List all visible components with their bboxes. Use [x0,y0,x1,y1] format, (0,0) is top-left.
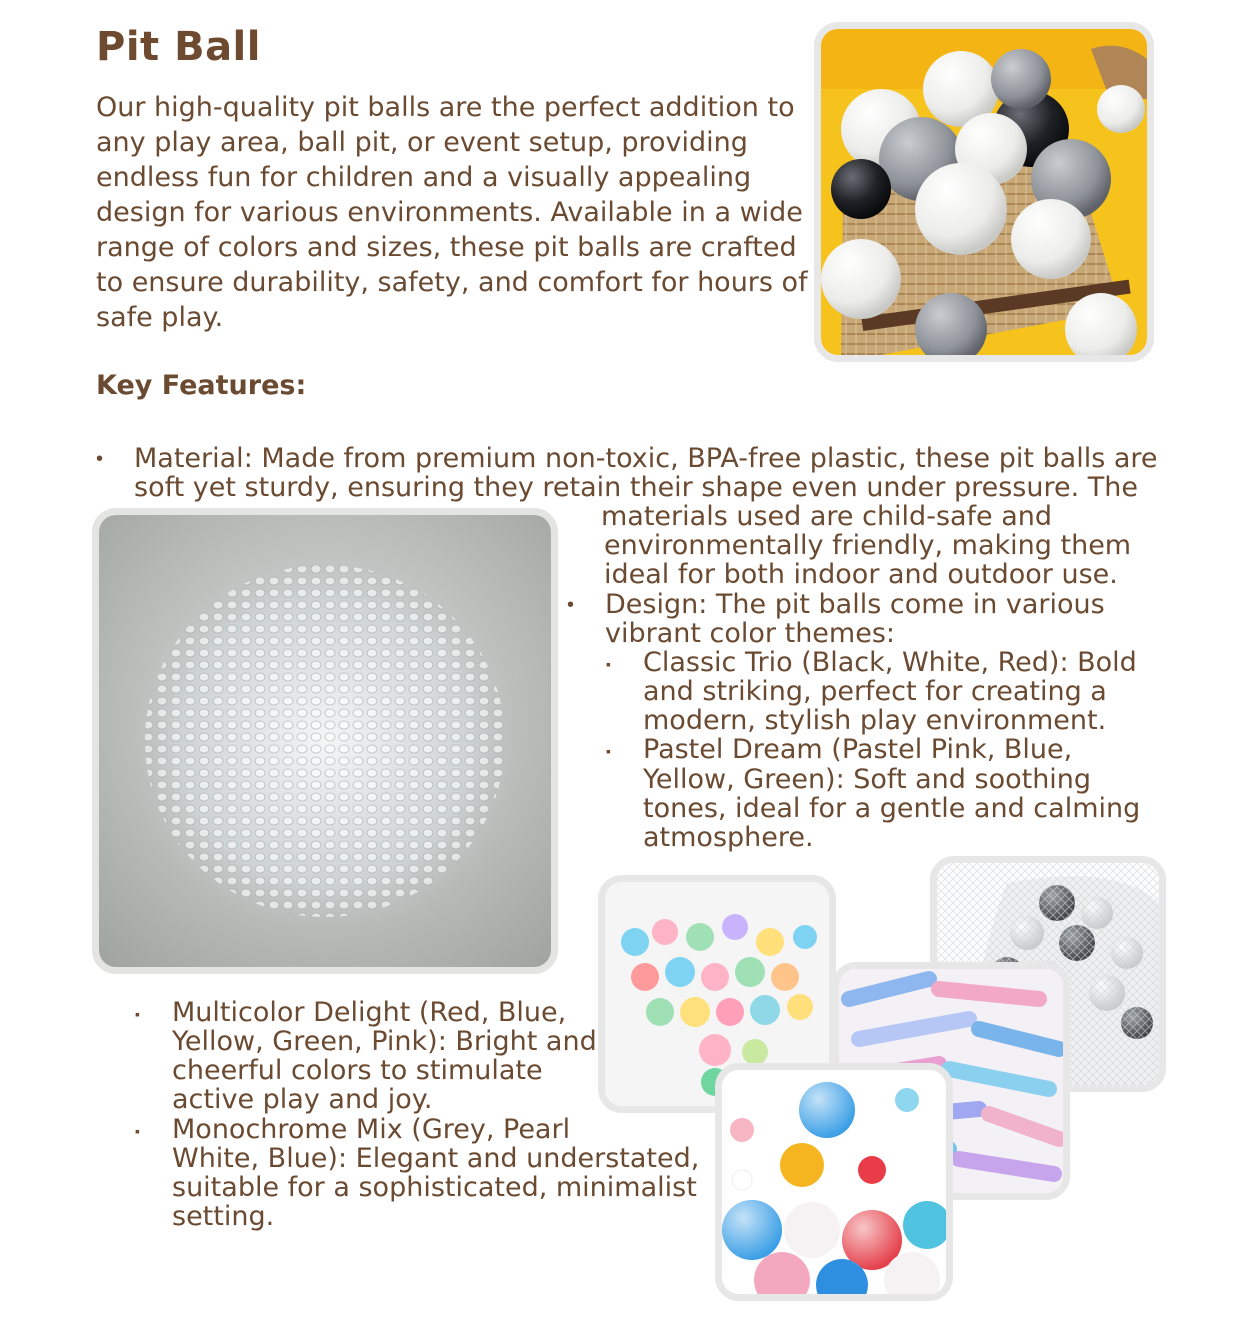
monochrome-line-4: setting. [172,1201,275,1232]
multicolor-line-4: active play and joy. [172,1084,433,1115]
multicolor-bullet: ▪ [135,1006,140,1022]
multicolor-line-3: cheerful colors to stimulate [172,1055,543,1086]
monochrome-line-2: White, Blue): Elegant and understated, [172,1143,700,1174]
material-line-2: soft yet sturdy, ensuring they retain their shape even under pressure. The [134,472,1138,503]
key-features-heading: Key Features: [96,370,307,401]
colorful-balls-photo [715,1063,953,1301]
monochrome-line-1: Monochrome Mix (Grey, Pearl [172,1114,571,1145]
plastic-pellets-photo [92,508,558,974]
material-line-4: environmentally friendly, making them [604,530,1132,561]
material-line-5: ideal for both indoor and outdoor use. [604,559,1118,590]
page-title: Pit Ball [96,24,261,70]
pastel-line-2: Yellow, Green): Soft and soothing [643,764,1092,795]
classic-bullet: ▪ [606,656,611,672]
pastel-line-3: tones, ideal for a gentle and calming [643,793,1141,824]
pastel-line-4: atmosphere. [643,822,814,853]
multicolor-line-1: Multicolor Delight (Red, Blue, [172,997,567,1028]
design-line-2: vibrant color themes: [605,618,895,649]
monochrome-bullet: ▪ [135,1123,140,1139]
intro-paragraph: Our high-quality pit balls are the perfect addition to any play area, ball pit, or event setup, providing endless fun for children and a visually appealing design for various environments. Available in a wide range of colors and sizes, these pit balls are crafted to ensure durability, safety, and comfort for hours of safe play. [96,92,808,333]
design-bullet: • [567,594,575,616]
classic-line-3: modern, stylish play environment. [643,705,1107,736]
pastel-bullet: ▪ [606,743,611,759]
pastel-line-1: Pastel Dream (Pastel Pink, Blue, [643,734,1073,765]
classic-line-1: Classic Trio (Black, White, Red): Bold [643,647,1137,678]
material-bullet: • [96,448,104,470]
classic-line-2: and striking, perfect for creating a [643,676,1107,707]
material-line-3: materials used are child-safe and [601,501,1053,532]
multicolor-line-2: Yellow, Green, Pink): Bright and [172,1026,597,1057]
monochrome-line-3: suitable for a sophisticated, minimalist [172,1172,697,1203]
design-line-1: Design: The pit balls come in various [605,589,1105,620]
basket-photo [814,22,1154,362]
material-line-1: Material: Made from premium non-toxic, BPA-free plastic, these pit balls are [134,443,1158,474]
